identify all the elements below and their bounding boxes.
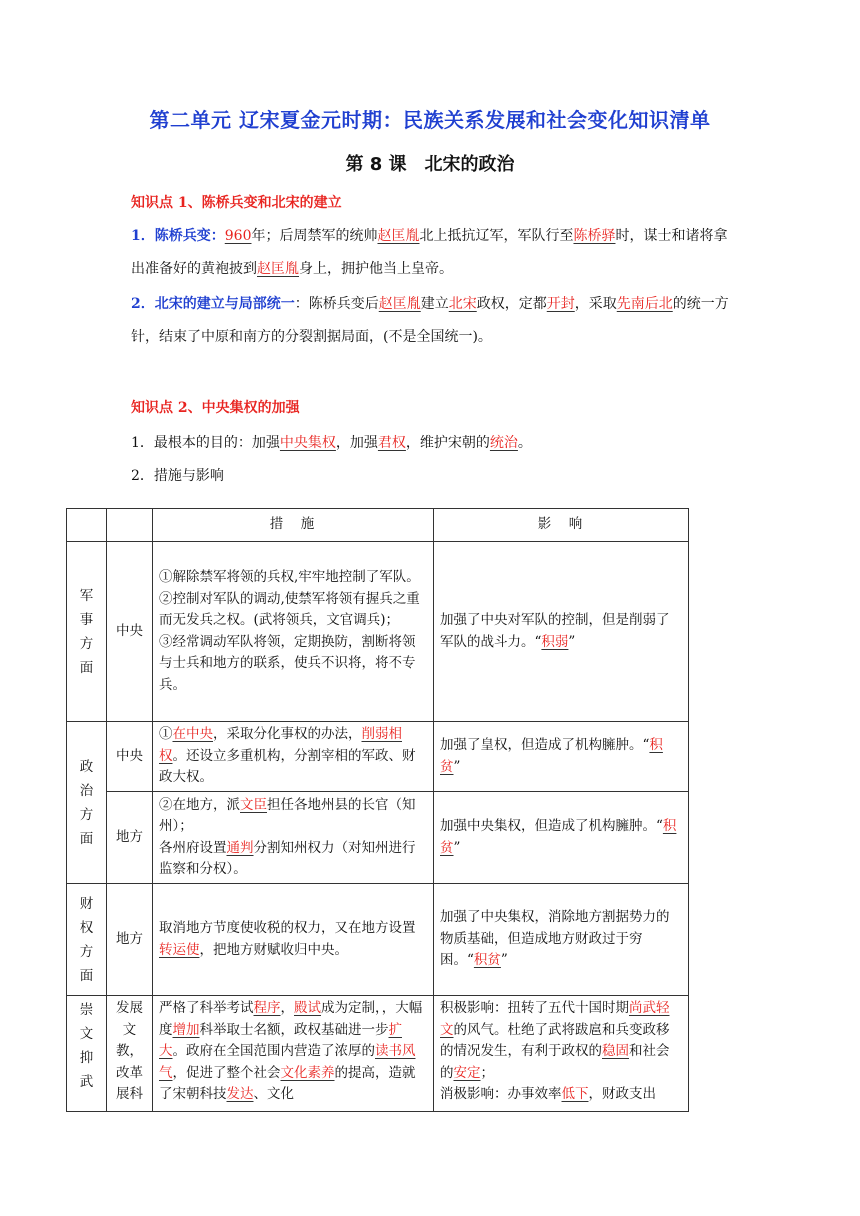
knowledge-point-2-heading: 知识点 2、中央集权的加强	[131, 400, 300, 416]
paragraph-lead: 2．北宋的建立与局部统一	[131, 296, 295, 312]
lesson-title: 第 8 课 北宋的政治	[345, 154, 515, 175]
category-financial: 财 权 方 面	[67, 884, 107, 996]
blank-answer: 先南后北	[616, 296, 673, 312]
level-cell: 中央	[107, 722, 153, 792]
blank-answer: 赵匡胤	[377, 228, 420, 244]
measure-cell: ②在地方，派文臣担任各地州县的长官（知州）； 各州府设置通判分割知州权力（对知州进行监察和分权）。	[153, 792, 434, 884]
paragraph-measures-intro: 2．措施与影响	[131, 468, 224, 484]
blank-answer: 开封	[546, 296, 575, 312]
impact-cell: 积极影响：扭转了五代十国时期尚武轻文的风气。杜绝了武将跋扈和兵变政移的情况发生，有利于政权的稳固和社会的安定； 消极影响：办事效率低下，财政支出	[434, 996, 689, 1112]
impact-cell: 加强了中央对军队的控制，但是削弱了军队的战斗力。“积弱”	[434, 542, 689, 722]
impact-cell: 加强了中央集权，消除地方割据势力的物质基础，但造成地方财政过于穷困。“积贫”	[434, 884, 689, 996]
measure-cell: 严格了科举考试程序，殿试成为定制，，大幅度增加科举取士名额，政权基础进一步扩大。政府在全国范围内营造了浓厚的读书风气，促进了整个社会文化素养的提高，造就了宋朝科技发达、文化	[153, 996, 434, 1112]
paragraph-purpose: 1．最根本的目的：加强中央集权，加强君权，维护宋朝的统治。	[131, 435, 532, 451]
table-row	[67, 542, 689, 722]
table-row	[67, 792, 689, 884]
level-cell: 发展 文 教， 改革 展科	[107, 996, 153, 1112]
blank-answer: 960	[224, 228, 252, 244]
blank-answer: 中央集权	[279, 435, 336, 451]
column-header-impact: 影 响	[434, 509, 689, 542]
level-cell: 地方	[107, 884, 153, 996]
paragraph-lead: 1．陈桥兵变：	[131, 228, 225, 244]
column-header-measures: 措 施	[153, 509, 434, 542]
blank-answer: 赵匡胤	[257, 261, 299, 277]
table-row	[67, 884, 689, 996]
blank-answer: 陈桥驿	[573, 228, 616, 244]
table-row	[67, 722, 689, 792]
document-title: 第二单元 辽宋夏金元时期：民族关系发展和社会变化知识清单	[149, 108, 711, 132]
knowledge-point-1-heading: 知识点 1、陈桥兵变和北宋的建立	[131, 195, 342, 211]
paragraph-chenqiao-mutiny: 1．陈桥兵变：960年；后周禁军的统帅赵匡胤北上抵抗辽军，军队行至陈桥驿时，谋士和诸将拿出准备好的黄袍披到赵匡胤身上，拥护他当上皇帝。	[131, 228, 728, 277]
category-political: 政 治 方 面	[67, 722, 107, 884]
level-cell: 地方	[107, 792, 153, 884]
category-culture: 崇 文 抑 武	[67, 996, 107, 1112]
measure-cell: ①解除禁军将领的兵权,牢牢地控制了军队。 ②控制对军队的调动,使禁军将领有握兵之重而无发兵之权。(武将领兵，文官调兵)； ③经常调动军队将领，定期换防，割断将领与士兵和地方的联系，使兵不识将，将不专兵。	[153, 542, 434, 722]
impact-cell: 加强中央集权，但造成了机构臃肿。“积贫”	[434, 792, 689, 884]
table-row	[67, 996, 689, 1112]
blank-answer: 统治	[489, 435, 518, 451]
category-military: 军 事 方 面	[67, 542, 107, 722]
measure-cell: ①在中央，采取分化事权的办法，削弱相权。还设立多重机构，分割宰相的军政、财政大权。	[153, 722, 434, 792]
level-cell: 中央	[107, 542, 153, 722]
measures-table	[66, 508, 689, 1112]
blank-answer: 北宋	[448, 296, 477, 312]
table-header-row	[67, 509, 689, 542]
impact-cell: 加强了皇权，但造成了机构臃肿。“积贫”	[434, 722, 689, 792]
blank-answer: 君权	[377, 435, 406, 451]
measure-cell: 取消地方节度使收税的权力，又在地方设置转运使，把地方财赋收归中央。	[153, 884, 434, 996]
blank-answer: 赵匡胤	[378, 296, 421, 312]
paragraph-northern-song-founding: 2．北宋的建立与局部统一：陈桥兵变后赵匡胤建立北宋政权，定都开封，采取先南后北的统一方针，结束了中原和南方的分裂割据局面，(不是全国统一)。	[131, 296, 729, 345]
